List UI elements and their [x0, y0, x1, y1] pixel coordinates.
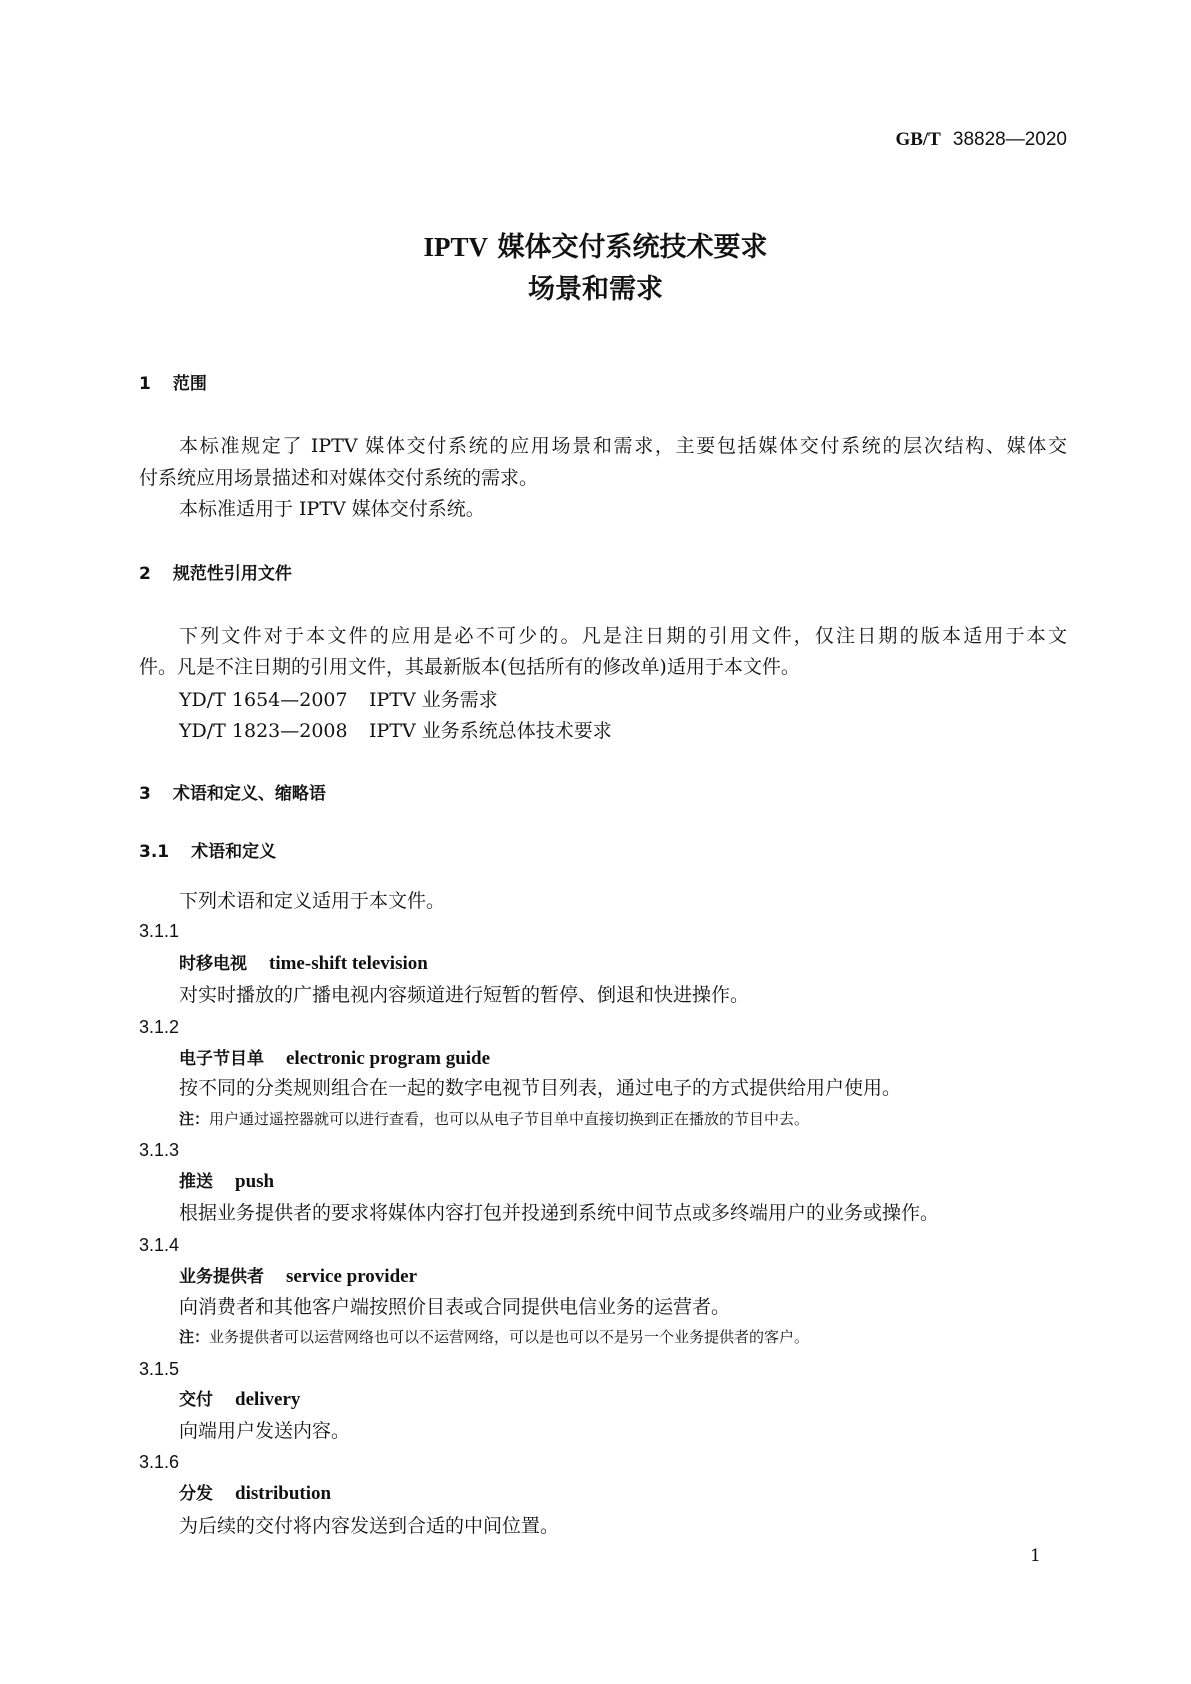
section-number: 3.1	[139, 842, 170, 862]
term-heading	[179, 1170, 274, 1194]
term-heading	[179, 1388, 300, 1412]
term-definition: 向端用户发送内容。	[179, 1420, 351, 1442]
paragraph-line: 本标准适用于 IPTV 媒体交付系统。	[179, 498, 485, 520]
term-zh: 时移电视	[179, 954, 247, 974]
standard-header	[895, 127, 1067, 151]
section-1-heading	[139, 372, 207, 396]
term-definition: 为后续的交付将内容发送到合适的中间位置。	[179, 1515, 560, 1537]
note-text: 业务提供者可以运营网络也可以不运营网络，可以是也可以不是另一个业务提供者的客户。	[209, 1328, 810, 1346]
term-heading	[179, 1482, 331, 1506]
section-3-1-heading	[139, 840, 276, 864]
term-number: 3.1.2	[139, 1017, 180, 1037]
term-note	[179, 1107, 809, 1131]
term-definition: 按不同的分类规则组合在一起的数字电视节目列表，通过电子的方式提供给用户使用。	[179, 1077, 902, 1099]
reference-code: YD/T 1654—2007	[179, 689, 348, 711]
term-en: service provider	[286, 1266, 418, 1287]
section-title: 规范性引用文件	[172, 564, 292, 584]
term-en: electronic program guide	[286, 1048, 491, 1069]
standard-number: 38828—2020	[952, 129, 1067, 150]
reference-item	[179, 688, 498, 712]
term-heading	[179, 952, 428, 976]
term-number: 3.1.5	[139, 1359, 180, 1379]
term-heading	[179, 1265, 417, 1289]
term-zh: 电子节目单	[179, 1049, 264, 1069]
term-note	[179, 1325, 809, 1349]
document-subtitle: 场景和需求	[528, 274, 663, 305]
term-definition: 根据业务提供者的要求将媒体内容打包并投递到系统中间节点或多终端用户的业务或操作。	[179, 1202, 940, 1224]
reference-item	[179, 719, 612, 743]
term-number: 3.1.3	[139, 1140, 180, 1160]
title-latin: IPTV	[423, 232, 489, 262]
note-text: 用户通过遥控器就可以进行查看，也可以从电子节目单中直接切换到正在播放的节目中去。	[209, 1110, 810, 1128]
section-3-heading	[139, 782, 326, 806]
term-number: 3.1.4	[139, 1235, 180, 1255]
paragraph-line: 本标准规定了 IPTV 媒体交付系统的应用场景和需求，主要包括媒体交付系统的层次结构、媒体交	[179, 435, 1067, 457]
term-zh: 业务提供者	[179, 1267, 264, 1287]
paragraph-line: 下列文件对于本文件的应用是必不可少的。凡是注日期的引用文件，仅注日期的版本适用于本文	[179, 625, 1067, 647]
term-zh: 推送	[179, 1172, 213, 1192]
term-heading	[179, 1047, 490, 1071]
section-2-heading	[139, 562, 292, 586]
note-label: 注：	[179, 1110, 210, 1128]
section-title: 范围	[172, 374, 207, 394]
term-number: 3.1.1	[139, 921, 180, 941]
term-zh: 分发	[179, 1484, 213, 1504]
term-en: delivery	[235, 1389, 301, 1410]
term-definition: 对实时播放的广播电视内容频道进行短暂的暂停、倒退和快进操作。	[179, 984, 750, 1006]
page-number: 1	[1030, 1546, 1041, 1566]
term-number: 3.1.6	[139, 1452, 180, 1472]
term-zh: 交付	[179, 1390, 213, 1410]
note-label: 注：	[179, 1328, 210, 1346]
term-en: distribution	[235, 1483, 332, 1504]
document-title	[0, 230, 1191, 265]
standard-prefix: GB/T	[895, 129, 941, 150]
section-number: 1	[139, 374, 151, 394]
title-rest: 媒体交付系统技术要求	[497, 232, 768, 263]
section-number: 3	[139, 784, 151, 804]
section-number: 2	[139, 564, 151, 584]
paragraph-line: 下列术语和定义适用于本文件。	[179, 890, 446, 912]
term-en: time-shift television	[269, 953, 428, 974]
paragraph-line: 件。凡是不注日期的引用文件，其最新版本(包括所有的修改单)适用于本文件。	[139, 656, 800, 678]
reference-title: IPTV 业务需求	[369, 689, 498, 711]
term-en: push	[235, 1171, 275, 1192]
section-title: 术语和定义	[191, 842, 277, 862]
reference-title: IPTV 业务系统总体技术要求	[369, 720, 612, 742]
section-title: 术语和定义、缩略语	[172, 784, 326, 804]
paragraph-line: 付系统应用场景描述和对媒体交付系统的需求。	[139, 467, 539, 489]
reference-code: YD/T 1823—2008	[179, 720, 348, 742]
term-definition: 向消费者和其他客户端按照价目表或合同提供电信业务的运营者。	[179, 1296, 731, 1318]
